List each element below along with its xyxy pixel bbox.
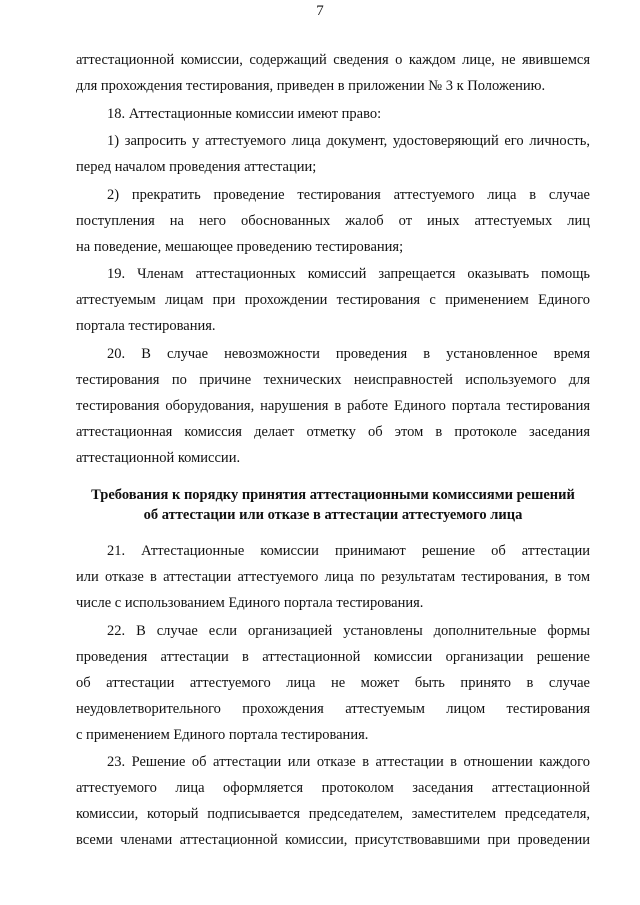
text-line: числе с использованием Единого портала тестирования. [76, 594, 424, 611]
text-line: всеми членами аттестационной комиссии, присутствовавшими при проведении [76, 832, 590, 849]
text-line: для прохождения тестирования, приведен в приложении № 3 к Положению. [76, 78, 546, 94]
paragraph-21 [76, 538, 590, 616]
text-line: поступления на него обоснованных жалоб от иных аттестуемых лиц [76, 212, 590, 229]
text-line: на поведение, мешающее проведению тестирования; [76, 238, 404, 255]
paragraph-19 [76, 261, 590, 339]
text-line: аттестационной комиссии. [76, 449, 241, 466]
text-line: неудовлетворительного прохождения аттестуемым лицом тестирования [76, 700, 590, 717]
heading-line: об аттестации или отказе в аттестации аттестуемого лица [143, 506, 523, 523]
text-line: об аттестации аттестуемого лица не может быть принято в случае [76, 674, 590, 691]
text-line: тестирования по причине технических неисправностей используемого для [76, 371, 590, 388]
text-line: или отказе в аттестации аттестуемого лица по результатам тестирования, в том [76, 568, 590, 585]
text-line: аттестуемого лица оформляется протоколом заседания аттестационной [76, 780, 590, 797]
text-line: комиссии, который подписывается председателем, заместителем председателя, [76, 806, 590, 823]
text-line: с применением Единого портала тестирования. [76, 726, 369, 743]
paragraph-23 [76, 749, 590, 853]
page-number: 7 [316, 3, 324, 19]
paragraph-18-2 [76, 182, 590, 260]
text-line: аттестуемым лицам при прохождении тестирования с применением Единого [76, 292, 590, 309]
document-body [76, 47, 590, 855]
text-line: 22. В случае если организацией установлены дополнительные формы [107, 622, 590, 639]
text-line: портала тестирования. [76, 318, 216, 335]
text-line: 1) запросить у аттестуемого лица документ, удостоверяющий его личность, [107, 133, 590, 150]
text-line: 18. Аттестационные комиссии имеют право: [107, 105, 382, 122]
text-line: тестирования оборудования, нарушения в работе Единого портала тестирования [76, 397, 590, 414]
paragraph-22 [76, 618, 590, 748]
text-line: 20. В случае невозможности проведения в установленное время [107, 345, 590, 362]
text-line: 23. Решение об аттестации или отказе в аттестации в отношении каждого [107, 754, 590, 771]
text-line: 2) прекратить проведение тестирования аттестуемого лица в случае [107, 186, 590, 203]
paragraph-18-1 [76, 128, 590, 180]
paragraph-18 [76, 101, 590, 127]
text-line: перед началом проведения аттестации; [76, 159, 317, 176]
section-heading [76, 485, 590, 525]
text-line: проведения аттестации в аттестационной комиссии организации решение [76, 648, 590, 665]
paragraph-20 [76, 341, 590, 471]
text-line: 21. Аттестационные комиссии принимают решение об аттестации [107, 542, 590, 559]
text-line: 19. Членам аттестационных комиссий запрещается оказывать помощь [107, 266, 590, 283]
heading-line: Требования к порядку принятия аттестационными комиссиями решений [91, 486, 575, 503]
text-line: аттестационной комиссии, содержащий сведения о каждом лице, не явившемся [76, 52, 590, 68]
text-line: аттестационная комиссия делает отметку об этом в протоколе заседания [76, 423, 590, 440]
paragraph-continuation [76, 47, 590, 99]
